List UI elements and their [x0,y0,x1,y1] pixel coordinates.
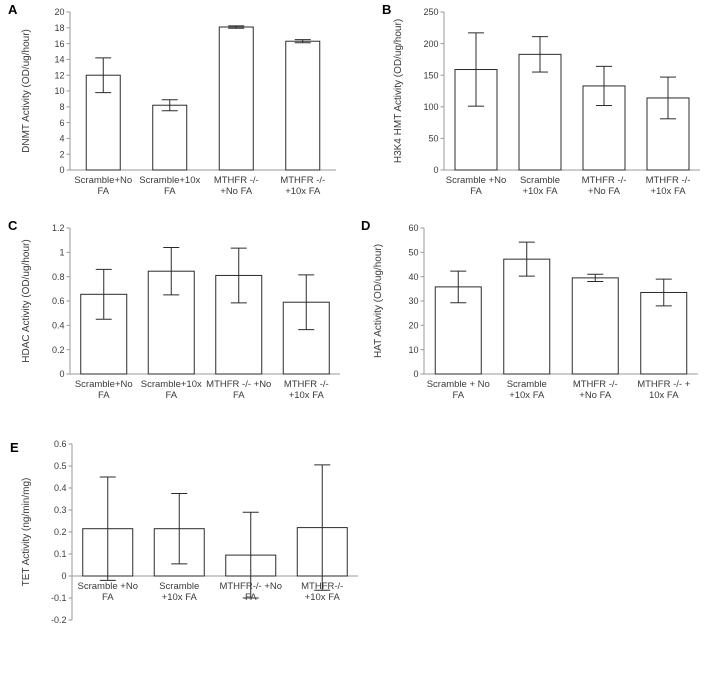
y-tick-label: 10 [408,344,419,355]
category-label: Scramble +No [445,175,507,186]
category-label: MTHFR-/- [301,581,344,592]
y-tick-label: 0.4 [51,320,65,331]
category-labels [74,175,325,197]
category-label: MTHFR -/- [283,379,329,390]
y-tick-label: 18 [54,23,65,33]
category-label: MTHFR -/- [581,175,627,186]
y-tick-label: 14 [54,54,65,65]
y-tick-label: 50 [408,247,419,258]
y-tick-label: 1 [59,247,65,258]
category-label: 10x FA [648,390,679,401]
y-tick-label: 0.6 [53,439,67,450]
y-tick-label: 4 [59,133,65,144]
bar [219,27,253,170]
category-label: MTHFR -/- [572,379,618,390]
chart-hat-activity [370,222,710,408]
category-label: MTHFR -/- [280,175,326,186]
bar [153,105,187,170]
category-label: MTHFR -/- + [637,379,691,390]
y-tick-label: 0.4 [53,483,67,494]
y-axis-title: TET Activity (ng/min/mg) [21,477,32,587]
category-label: MTHFR-/- +No [219,581,283,592]
y-tick-label: 0.1 [53,549,67,560]
category-label: FA [470,186,482,197]
y-axis [423,7,444,175]
y-tick-label: 50 [428,133,439,144]
y-tick-label: 2 [59,149,65,160]
y-tick-label: 10 [54,86,65,97]
panel-b [360,0,720,210]
y-tick-label: 100 [423,102,439,112]
y-tick-label: 0.3 [53,505,67,516]
y-tick-label: 0.6 [51,296,65,307]
y-axis [408,223,424,379]
bars-group [86,26,320,170]
category-label: Scramble +No [77,581,138,592]
y-tick-label: 0 [413,369,419,380]
category-label: +No FA [220,186,253,197]
y-tick-label: 0.2 [53,527,67,538]
y-axis [54,7,70,175]
y-axis-title: HDAC Activity (OD/ug/hour) [21,239,32,363]
panel-letter-b: B [382,2,392,17]
y-tick-label: 150 [423,70,439,81]
bars-group [435,242,687,374]
category-labels [427,379,691,401]
category-label: Scramble+No [74,379,133,390]
category-label: FA [163,186,176,197]
chart-svg [390,6,710,206]
chart-dnmt-activity [18,6,348,206]
bar [286,41,320,170]
category-label: +10x FA [285,186,321,197]
category-label: +No FA [588,186,620,197]
category-label: Scramble+No [74,175,133,186]
y-tick-label: 0.5 [53,461,67,472]
y-tick-label: 0 [59,369,65,380]
panel-letter-c: C [8,218,18,233]
category-label: FA [232,390,245,401]
category-label: FA [101,592,114,603]
bar [572,278,618,374]
y-tick-label: 16 [54,38,65,49]
category-label: MTHFR -/- [213,175,259,186]
chart-tet-activity [18,438,368,672]
bars-group [83,465,348,598]
panel-c [0,218,360,418]
y-tick-label: 0.8 [51,271,65,282]
y-tick-label: 8 [59,102,65,112]
chart-svg [370,222,710,408]
category-label: FA [97,390,110,401]
chart-hdac-activity [18,222,350,408]
category-label: Scramble [519,175,561,186]
category-labels [78,581,344,603]
category-label: +No FA [579,390,612,401]
category-label: Scramble+10x [140,379,202,390]
y-axis-title: HAT Activity (OD/ug/hour) [373,243,384,359]
category-label: +10x FA [161,592,197,603]
category-label: MTHFR -/- +No [206,379,272,390]
y-axis-title: H3K4 HMT Activity (OD/ug/hour) [393,18,404,164]
bars-group [455,33,689,170]
panel-letter-e: E [10,440,19,455]
bars-group [81,247,330,374]
y-tick-label: 0.2 [51,344,65,355]
category-label: Scramble [506,379,547,390]
panel-e [0,426,400,674]
y-tick-label: 0 [61,571,67,582]
category-label: +10x FA [509,390,545,401]
chart-svg [18,222,350,408]
y-tick-label: 12 [54,70,65,81]
panel-letter-a: A [8,2,18,17]
category-labels [446,175,691,197]
y-tick-label: 0 [59,165,65,176]
category-label: MTHFR -/- [645,175,691,186]
y-tick-label: 20 [408,320,419,331]
chart-h3k4-hmt-activity [390,6,710,206]
y-tick-label: 60 [408,223,419,234]
category-label: Scramble+10x [139,175,201,186]
y-tick-label: 250 [423,7,439,18]
category-labels [75,379,329,401]
y-tick-label: 20 [54,7,65,18]
category-label: FA [452,390,465,401]
category-label: FA [165,390,178,401]
y-tick-label: 1.2 [51,223,65,234]
category-label: +10x FA [304,592,340,603]
category-label: FA [97,186,110,197]
y-tick-label: 200 [423,38,439,49]
panel-a [0,0,360,210]
category-label: +10x FA [522,186,558,197]
chart-svg [18,438,368,672]
y-tick-label: -0.1 [50,593,67,604]
y-tick-label: 6 [59,117,65,128]
y-tick-label: 0 [433,165,439,176]
panel-letter-d: D [361,218,371,233]
category-label: Scramble + No [426,379,490,390]
y-axis [52,223,70,379]
panel-d [360,218,720,418]
y-tick-label: -0.2 [50,615,67,626]
y-axis [51,439,72,625]
y-tick-label: 30 [408,296,419,307]
category-label: +10x FA [288,390,324,401]
category-label: FA [244,592,257,603]
category-label: +10x FA [650,186,686,197]
y-tick-label: 40 [408,271,419,282]
y-axis-title: DNMT Activity (OD/ug/hour) [21,29,32,153]
chart-svg [18,6,348,206]
category-label: Scramble [159,581,200,592]
